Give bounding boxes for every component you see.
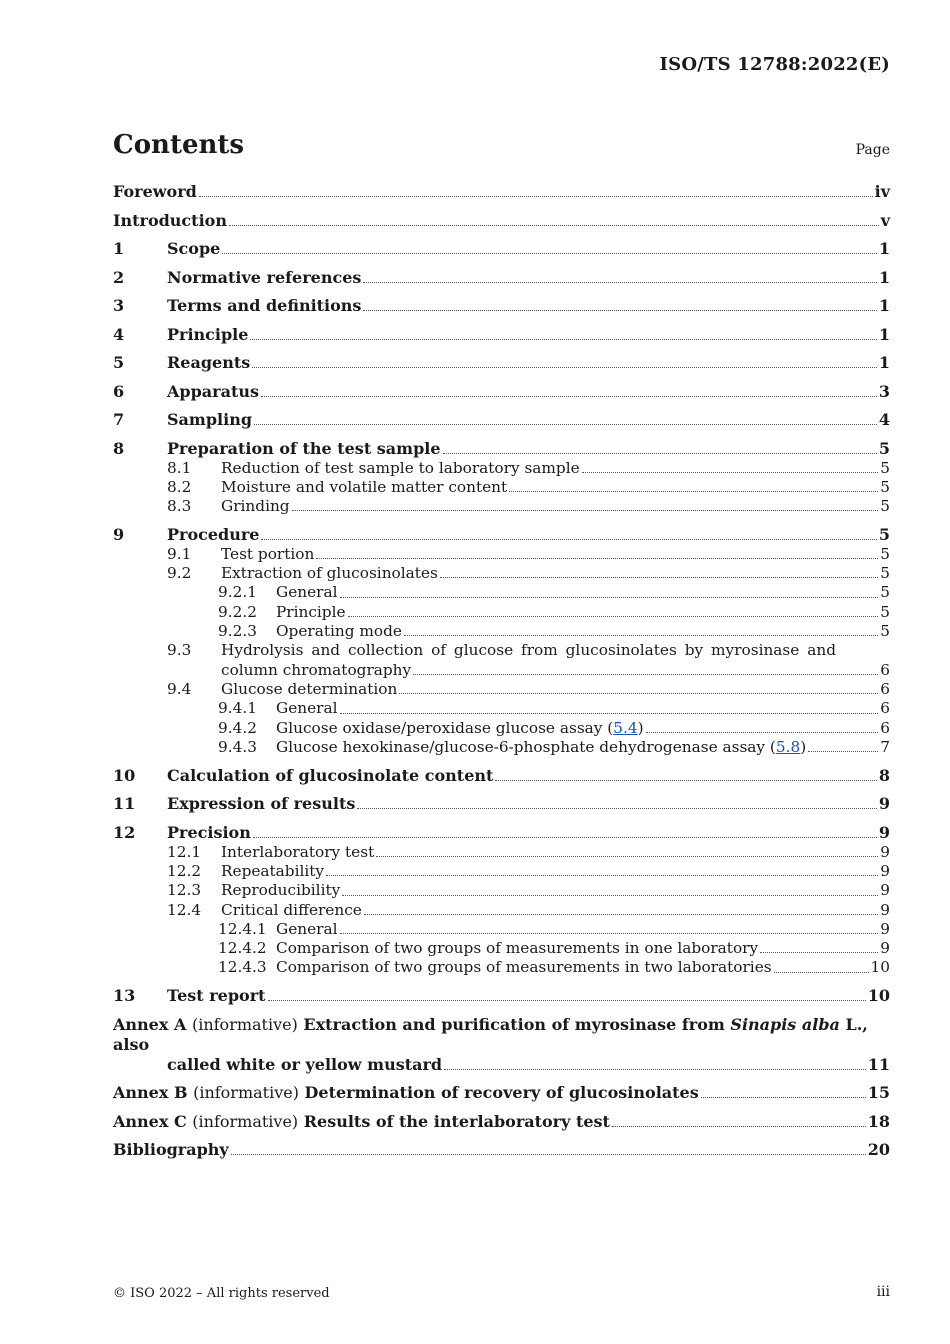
leader-dots [268,1000,866,1001]
toc-entry-foreword[interactable]: Foreword iv [113,182,890,201]
leader-dots [222,253,877,254]
toc-entry-4[interactable]: 4 Principle 1 [113,324,890,344]
leader-dots [348,616,879,617]
leader-dots [340,597,879,598]
page-number: iii [876,1284,890,1300]
leader-dots [252,367,877,368]
leader-dots [340,933,879,934]
leader-dots [364,914,878,915]
leader-dots [342,895,878,896]
leader-dots [292,510,879,511]
reference-link[interactable]: 5.8 [775,737,801,756]
page-column-label: Page [855,142,890,158]
leader-dots [404,635,878,636]
leader-dots [316,558,878,559]
leader-dots [646,732,879,733]
leader-dots [253,837,877,838]
toc-entry-9-4-1[interactable]: 9.4.1 General 6 [218,699,890,718]
toc-entry-12-4-2[interactable]: 12.4.2 Comparison of two groups of measurements in one laboratory 9 [218,939,890,958]
leader-dots [760,952,878,953]
toc-entry-13[interactable]: 13 Test report 10 [113,986,890,1006]
toc-entry-9-4-3[interactable]: 9.4.3 Glucose hexokinase/glucose-6-phosphate dehydrogenase assay (5.8) 7 [218,737,890,756]
toc-entry-8[interactable]: 8 Preparation of the test sample 5 [113,438,890,458]
toc-entry-10[interactable]: 10 Calculation of glucosinolate content 8 [113,765,890,785]
toc-entry-1[interactable]: 1 Scope 1 [113,239,890,258]
toc-entry-introduction[interactable]: Introduction v [113,210,890,230]
toc-entry-2[interactable]: 2 Normative references 1 [113,267,890,287]
toc-entry-6[interactable]: 6 Apparatus 3 [113,381,890,401]
leader-dots [509,491,878,492]
leader-dots [363,282,876,283]
leader-dots [340,713,879,714]
leader-dots [612,1126,866,1127]
leader-dots [357,808,877,809]
toc-entry-9-2-2[interactable]: 9.2.2 Principle 5 [218,602,890,621]
leader-dots [261,396,877,397]
toc-entry-9-2-1[interactable]: 9.2.1 General 5 [218,583,890,602]
toc-entry-annex-a[interactable]: Annex A (informative) Extraction and purification of myrosinase from Sinapis alba L., also called white or yellow mustard 11 [113,1014,890,1074]
toc-entry-8-1[interactable]: 8.1 Reduction of test sample to laboratory sample 5 [167,458,890,477]
copyright-notice: © ISO 2022 – All rights reserved [113,1286,330,1301]
leader-dots [808,751,878,752]
toc-entry-annex-c[interactable]: Annex C (informative) Results of the interlaboratory test 18 [113,1111,890,1131]
leader-dots [701,1097,866,1098]
table-of-contents [113,182,890,1160]
toc-entry-12-4-1[interactable]: 12.4.1 General 9 [218,919,890,938]
toc-entry-8-2[interactable]: 8.2 Moisture and volatile matter content 5 [167,477,890,496]
leader-dots [443,453,877,454]
toc-entry-12-4[interactable]: 12.4 Critical difference 9 [167,900,890,919]
document-id: ISO/TS 12788:2022(E) [659,54,890,75]
leader-dots [229,225,879,226]
leader-dots [363,310,876,311]
reference-link[interactable]: 5.4 [613,718,638,737]
leader-dots [199,196,873,197]
leader-dots [326,875,878,876]
leader-dots [254,424,877,425]
toc-entry-12-3[interactable]: 12.3 Reproducibility 9 [167,881,890,900]
toc-entry-12-2[interactable]: 12.2 Repeatability 9 [167,861,890,880]
leader-dots [250,339,876,340]
leader-dots [261,539,876,540]
leader-dots [376,856,878,857]
toc-entry-9[interactable]: 9 Procedure 5 [113,524,890,544]
page-title: Contents [113,130,245,160]
toc-entry-annex-b[interactable]: Annex B (informative) Determination of recovery of glucosinolates 15 [113,1083,890,1103]
toc-entry-3[interactable]: 3 Terms and definitions 1 [113,296,890,315]
toc-entry-bibliography[interactable]: Bibliography 20 [113,1140,890,1160]
toc-entry-9-2-3[interactable]: 9.2.3 Operating mode 5 [218,622,890,641]
toc-entry-12-4-3[interactable]: 12.4.3 Comparison of two groups of measurements in two laboratories 10 [218,958,890,977]
toc-entry-11[interactable]: 11 Expression of results 9 [113,794,890,814]
toc-entry-7[interactable]: 7 Sampling 4 [113,410,890,429]
toc-entry-8-3[interactable]: 8.3 Grinding 5 [167,497,890,516]
leader-dots [444,1069,866,1070]
toc-entry-9-4-2[interactable]: 9.4.2 Glucose oxidase/peroxidase glucose assay (5.4) 6 [218,718,890,737]
toc-entry-9-1[interactable]: 9.1 Test portion 5 [167,544,890,563]
leader-dots [582,472,879,473]
leader-dots [413,674,878,675]
toc-entry-5[interactable]: 5 Reagents 1 [113,353,890,372]
leader-dots [231,1154,866,1155]
toc-entry-12-1[interactable]: 12.1 Interlaboratory test 9 [167,842,890,861]
toc-entry-9-4[interactable]: 9.4 Glucose determination 6 [167,679,890,698]
toc-entry-12[interactable]: 12 Precision 9 [113,822,890,842]
toc-entry-9-3[interactable]: 9.3 Hydrolysis and collection of glucose from glucosinolates by myrosinase and column chromatography 6 [167,641,890,679]
leader-dots [440,577,878,578]
leader-dots [774,972,869,973]
leader-dots [495,780,876,781]
leader-dots [399,693,878,694]
toc-entry-9-2[interactable]: 9.2 Extraction of glucosinolates 5 [167,564,890,583]
